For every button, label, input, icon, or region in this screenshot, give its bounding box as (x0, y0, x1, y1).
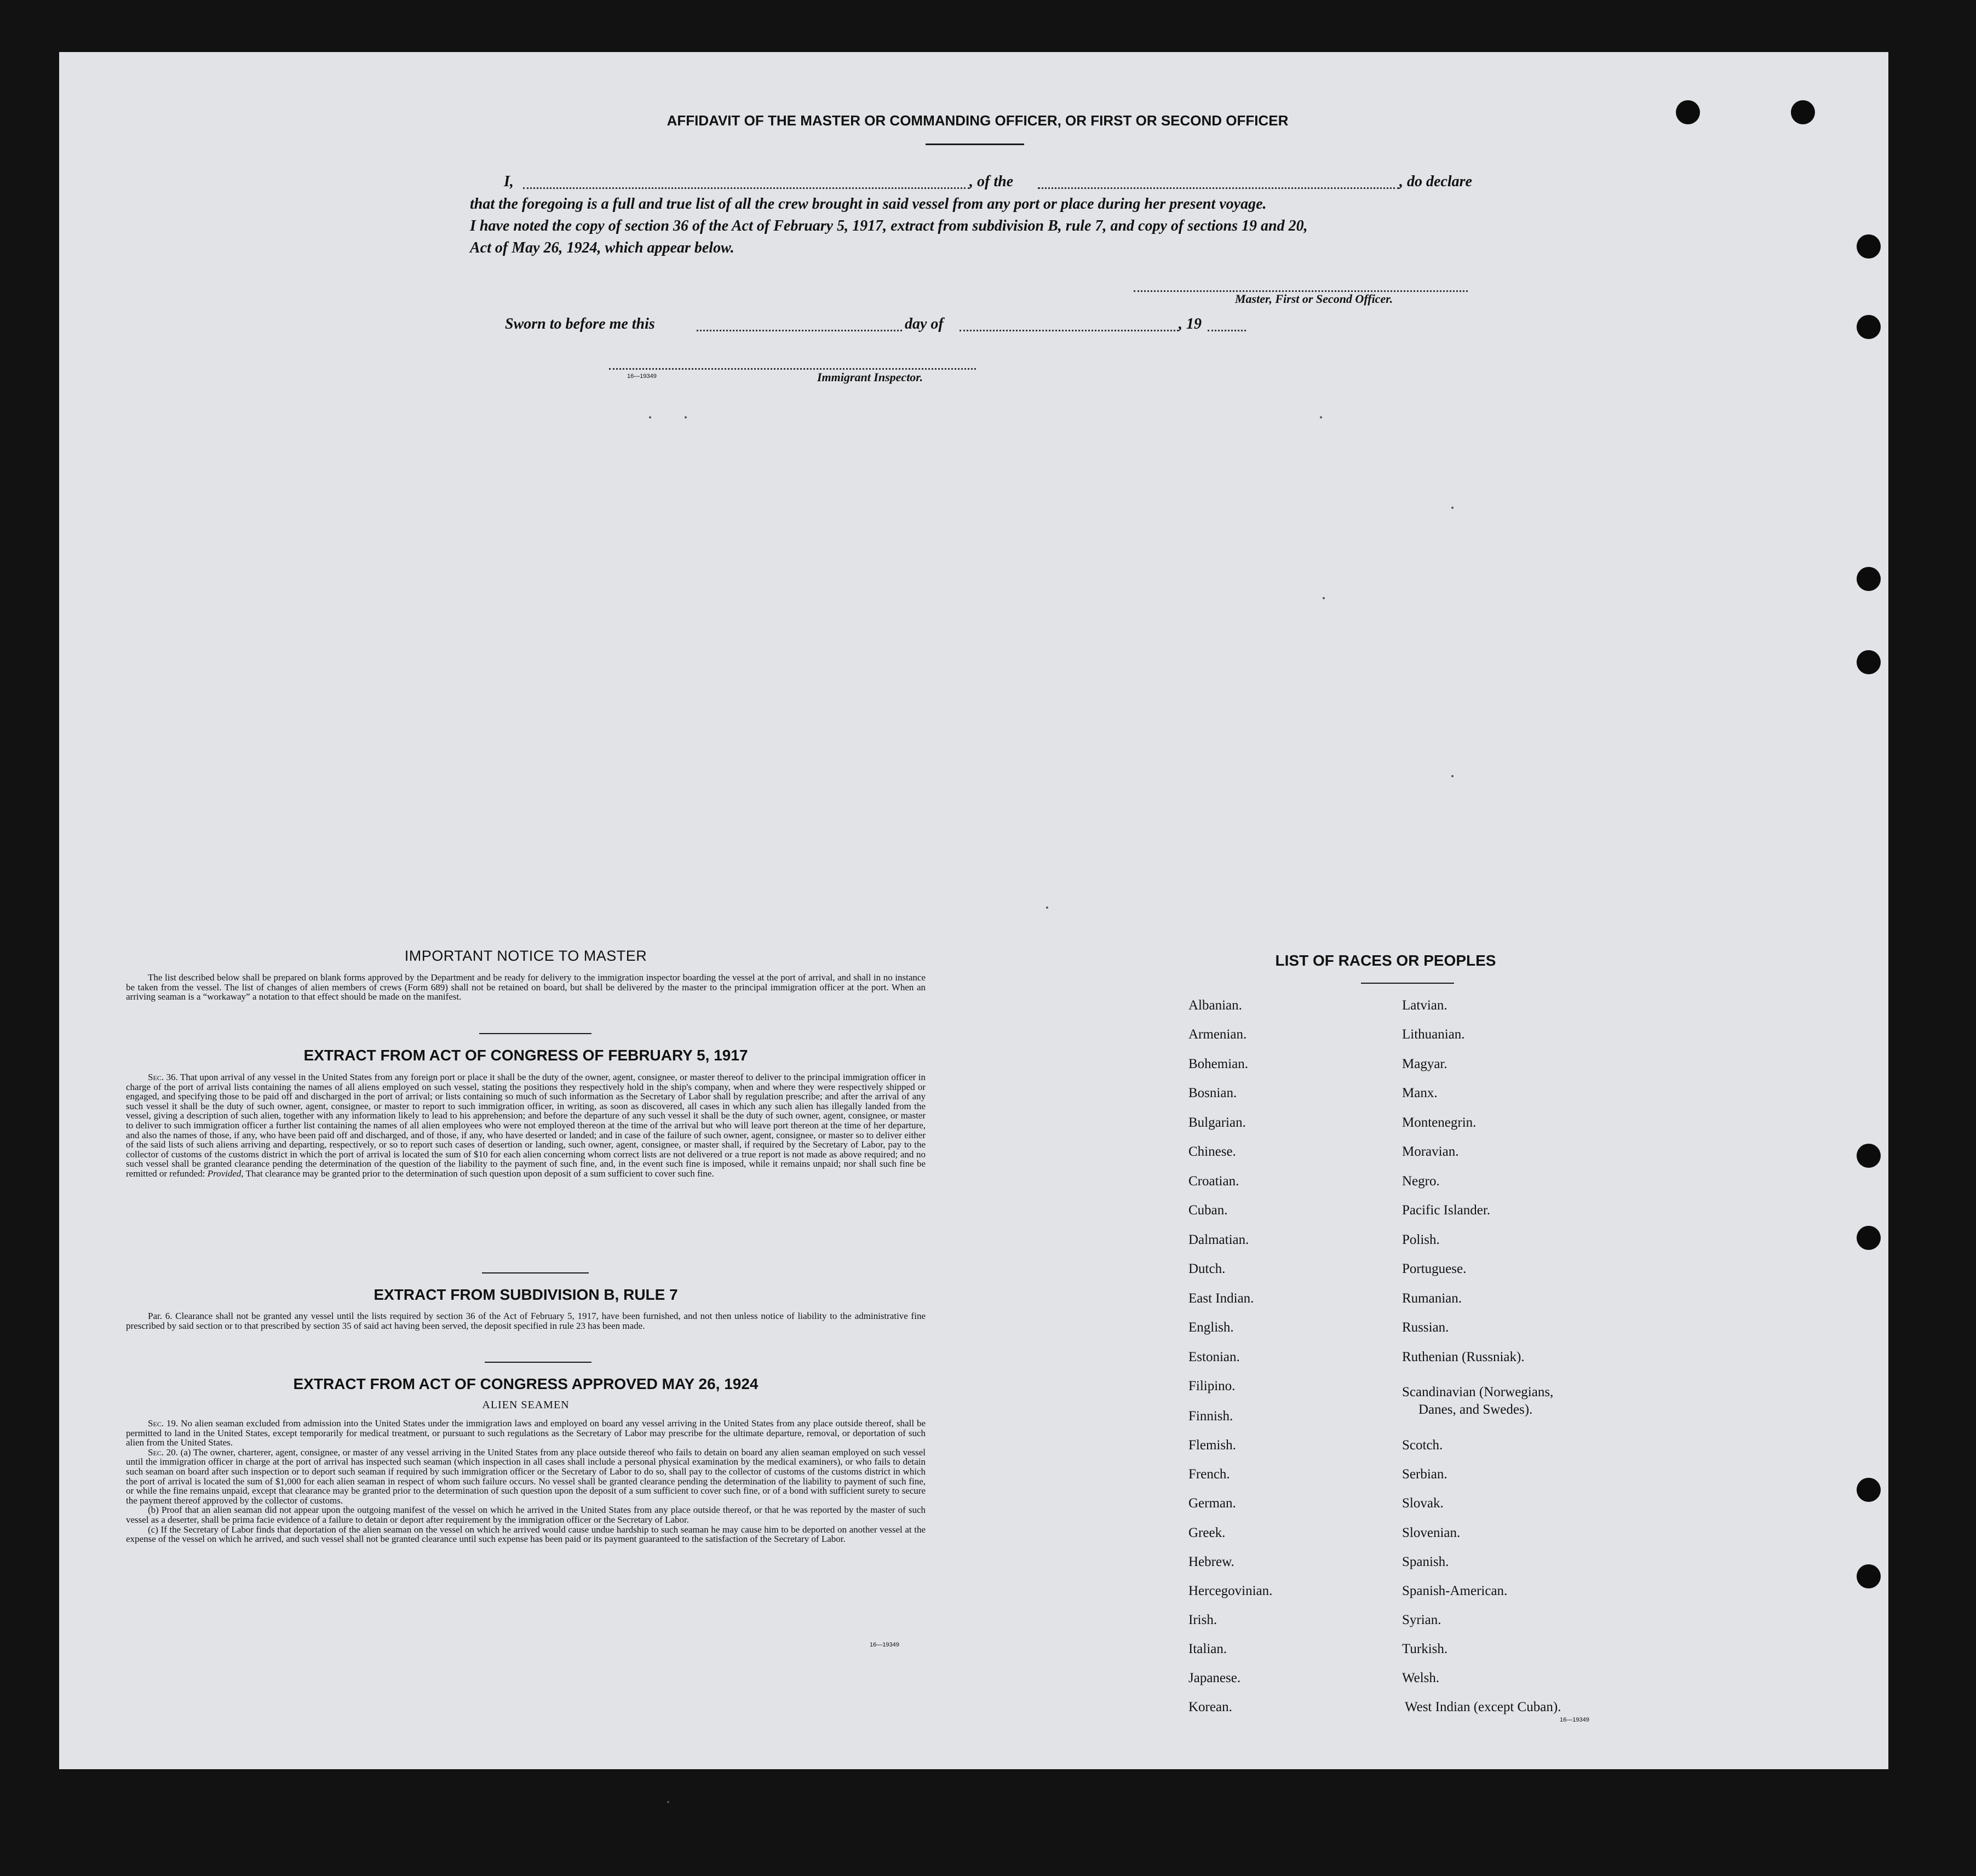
race-item: Portuguese. (1402, 1261, 1467, 1276)
race-item: German. (1188, 1496, 1236, 1511)
speck (1451, 507, 1454, 509)
race-item: Serbian. (1402, 1467, 1447, 1482)
speck (1320, 416, 1322, 418)
master-signature-label: Master, First or Second Officer. (1235, 292, 1393, 306)
inspector-label: Immigrant Inspector. (817, 370, 923, 384)
form-number: 16—19349 (870, 1642, 899, 1648)
sec-20-label: Sec. 20. (148, 1447, 178, 1458)
punch-hole (1857, 650, 1881, 674)
race-item: Moravian. (1402, 1144, 1459, 1159)
extract-1924-body (126, 1419, 926, 1544)
race-item: Slovenian. (1402, 1525, 1461, 1540)
sec-36-text: That upon arrival of any vessel in the United States from any foreign port or place it shall be the duty of the owner, agent, consignee, or master thereof to deliver to the principal immigration officer in charge of the port of arrival lists containing the names of all aliens employed on such vessel, stating the positions they respectively hold in the ship's company, when and where they were respectively shipped or engaged, and specifying those to be paid off and discharged in the port of arrival; or lists containing so much of such information as the Secretary of Labor shall by regulation prescribe; and after the arrival of any such vessel it shall be the duty of such owner, agent, consignee, or master to report to such immigration officer, in writing, as soon as discovered, all cases in which any such alien has illegally landed from the vessel, giving a description of such alien, together with any information likely to lead to his apprehension; and before the departure of any such vessel it shall be the duty of such owner, agent, consignee, or master to deliver to such immigration officer a further list containing the names of all alien employees who were not employed thereon at the time of the arrival but who will leave port thereon at the time of her departure, and also the names of those, if any, who have been paid off and discharged, and of those, if any, who have deserted or landed; and in case of the failure of such owner, agent, consignee, or master so to deliver either of the said lists of such aliens arriving and departing, respectively, or so to report such cases of desertion or landing, such owner, agent, consignee, or master shall, if required by the Secretary of Labor, pay to the collector of customs of the customs district in which the port of arrival is located the sum of $10 for each alien concerning whom correct lists are not delivered or a true report is not made as above required; and no such vessel shall be granted clearance pending the determination of the question of the liability to the payment of such fine, and, in the event such fine is imposed, while it remains unpaid; nor shall such fine be remitted or refunded: (126, 1072, 926, 1179)
race-item: Spanish-American. (1402, 1584, 1508, 1598)
speck (649, 416, 651, 418)
rule7-title: EXTRACT FROM SUBDIVISION B, RULE 7 (374, 1286, 678, 1303)
race-item: Italian. (1188, 1642, 1227, 1656)
name-blank[interactable] (523, 187, 969, 189)
extract-1917-body (126, 1072, 926, 1179)
sec-19-label: Sec. 19. (148, 1418, 179, 1428)
sec-20-b-text: (b) Proof that an alien seaman did not appear upon the outgoing manifest of the vessel on which he arrived in the United States from any place outside thereof, or that he was reported by the master of such vessel as a deserter, shall be prima facie evidence of a failure to detain or deport after requirement by the immigration officer or the Secretary of Labor. (126, 1505, 926, 1525)
form-number: 16—19349 (627, 373, 657, 380)
punch-hole (1857, 1564, 1881, 1588)
race-item: Montenegrin. (1402, 1115, 1477, 1130)
race-item: Croatian. (1188, 1174, 1239, 1189)
race-item: Dutch. (1188, 1261, 1226, 1276)
provided-word: Provided, (207, 1168, 244, 1179)
race-item: Bosnian. (1188, 1086, 1237, 1100)
race-item: Polish. (1402, 1232, 1440, 1247)
sec-20-c-text: (c) If the Secretary of Labor finds that deportation of the alien seaman on the vessel on which he arrived would cause undue hardship to such seaman he may cause him to be deported on another vessel at the expense of the vessel on which he arrived, and such vessel shall not be granted clearance until such expense has been paid or its payment guaranteed to the satisfaction of the Secretary of Labor. (126, 1524, 926, 1545)
divider (485, 1362, 591, 1363)
sworn-year-prefix: , 19 (1179, 315, 1202, 332)
rule7-text: Par. 6. Clearance shall not be granted any vessel until the lists required by section 36 of the Act of February 5, 1917, have been furnished, and not then unless notice of liability to the administrative fine prescribed by said section or to that prescribed by section 35 of said act having been served, the deposit specified in rule 23 has been made. (126, 1311, 926, 1331)
notice-body (126, 973, 926, 1002)
divider (479, 1033, 591, 1034)
sworn-year-blank[interactable] (1208, 330, 1246, 331)
sec-20-a-text: (a) The owner, charterer, agent, consignee, or master of any vessel arriving in the United States from any place outside thereof who fails to detain on board any alien seaman employed on such vessel until the immigration officer in charge at the port of arrival has inspected such seaman (which inspection in all cases shall include a personal physical examination by the medical examiners), or who fails to detain such seaman on board after such inspection or to deport such seaman if required by such immigration officer or the Secretary of Labor to do so, shall pay to the collector of customs of the customs district in which the port of arrival is located the sum of $1,000 for each alien seaman in respect of whom such failure occurs. No vessel shall be granted clearance pending the determination of the liability to payment of such fine, or while the fine remains unpaid, except that clearance may be granted prior to the determination of such question upon the deposit of a sum sufficient to cover such fine, or of a bond with sufficient surety to secure the payment thereof approved by the collector of customs. (126, 1447, 926, 1506)
race-item: Flemish. (1188, 1438, 1236, 1453)
affidavit-title: AFFIDAVIT OF THE MASTER OR COMMANDING OFFICER, OR FIRST OR SECOND OFFICER (667, 112, 1289, 129)
affidavit-of-the: , of the (969, 173, 1014, 190)
affidavit-line-3: I have noted the copy of section 36 of the Act of February 5, 1917, extract from subdivision B, rule 7, and copy of sections 19 and 20, (470, 217, 1308, 234)
alien-seamen-subtitle: ALIEN SEAMEN (482, 1399, 570, 1411)
sec-36-label: Sec. 36. (148, 1072, 178, 1082)
sec-19-text: No alien seaman excluded from admission into the United States under the immigration laws and employed on board any vessel arriving in the United States from any place outside thereof, shall be permitted to land in the United States, except temporarily for medical treatment, or pursuant to such regulations as the Secretary of Labor may prescribe for the ultimate departure, removal, or deportation of such alien from the United States. (126, 1418, 926, 1448)
race-item: Greek. (1188, 1525, 1226, 1540)
notice-text: The list described below shall be prepared on blank forms approved by the Department and be ready for delivery to the immigration inspector boarding the vessel at the port of arrival, and shall in no instance be taken from the vessel. The list of changes of alien members of crews (Form 689) shall not be retained on board, but shall be delivered by the master to the principal immigration officer at the port. When an arriving seaman is a “workaway” a notation to that effect should be made on the manifest. (126, 972, 926, 1002)
punch-hole (1857, 1478, 1881, 1502)
extract-1917-title: EXTRACT FROM ACT OF CONGRESS OF FEBRUARY 5, 1917 (303, 1047, 748, 1064)
affidavit-do-declare: , do declare (1399, 173, 1472, 190)
race-item: French. (1188, 1467, 1230, 1482)
race-item: Syrian. (1402, 1613, 1441, 1627)
race-item: Finnish. (1188, 1409, 1233, 1424)
race-item: Hercegovinian. (1188, 1584, 1273, 1598)
divider (926, 144, 1024, 145)
race-item: Dalmatian. (1188, 1232, 1249, 1247)
race-item: Albanian. (1188, 998, 1242, 1013)
sworn-day-blank[interactable] (697, 330, 902, 331)
race-item: Negro. (1402, 1174, 1440, 1189)
race-item: Bohemian. (1188, 1057, 1249, 1071)
race-item: Pacific Islander. (1402, 1203, 1491, 1218)
race-item: Irish. (1188, 1613, 1217, 1627)
notice-title: IMPORTANT NOTICE TO MASTER (404, 948, 647, 964)
speck (1451, 775, 1454, 777)
sec-36-end: That clearance may be granted prior to the determination of such question upon deposit of a sum sufficient to cover such fine. (245, 1168, 714, 1179)
race-item: Danes, and Swedes). (1418, 1402, 1533, 1417)
race-item: Rumanian. (1402, 1291, 1462, 1306)
race-item: Estonian. (1188, 1350, 1240, 1364)
race-item: English. (1188, 1320, 1234, 1335)
punch-hole (1857, 234, 1881, 259)
race-item: Cuban. (1188, 1203, 1228, 1218)
vessel-blank[interactable] (1038, 187, 1399, 189)
form-number: 16—19349 (1560, 1717, 1589, 1723)
punch-hole (1857, 567, 1881, 591)
inspector-signature-line[interactable] (609, 368, 976, 370)
races-title: LIST OF RACES OR PEOPLES (1275, 952, 1496, 969)
race-item: Filipino. (1188, 1379, 1236, 1393)
race-item: Lithuanian. (1402, 1027, 1465, 1042)
divider (1361, 983, 1454, 984)
race-item: Slovak. (1402, 1496, 1444, 1511)
affidavit-line-4: Act of May 26, 1924, which appear below. (470, 239, 734, 256)
speck (1323, 597, 1325, 599)
punch-hole (1857, 315, 1881, 339)
race-item: West Indian (except Cuban). (1405, 1700, 1561, 1714)
punch-hole (1857, 1144, 1881, 1168)
race-item: Russian. (1402, 1320, 1449, 1335)
punch-hole (1791, 100, 1815, 124)
race-item: Manx. (1402, 1086, 1438, 1100)
race-item: Welsh. (1402, 1671, 1440, 1685)
speck (1046, 907, 1048, 909)
extract-1924-title: EXTRACT FROM ACT OF CONGRESS APPROVED MAY 26, 1924 (293, 1375, 759, 1392)
race-item: Ruthenian (Russniak). (1402, 1350, 1525, 1364)
race-item: Chinese. (1188, 1144, 1236, 1159)
race-item: Hebrew. (1188, 1554, 1234, 1569)
divider (482, 1272, 589, 1273)
race-item: Scotch. (1402, 1438, 1443, 1453)
speck (685, 416, 687, 418)
sworn-month-blank[interactable] (960, 330, 1179, 331)
punch-hole (1676, 100, 1700, 124)
affidavit-i: I, (504, 173, 514, 190)
race-item: Bulgarian. (1188, 1115, 1246, 1130)
race-item: Armenian. (1188, 1027, 1247, 1042)
race-item: Korean. (1188, 1700, 1232, 1714)
rule7-body (126, 1311, 926, 1330)
sworn-prefix: Sworn to before me this (505, 315, 655, 332)
race-item: Scandinavian (Norwegians, (1402, 1385, 1554, 1399)
race-item: Japanese. (1188, 1671, 1241, 1685)
race-item: Latvian. (1402, 998, 1447, 1013)
affidavit-line-2: that the foregoing is a full and true list of all the crew brought in said vessel from any port or place during her present voyage. (470, 196, 1267, 213)
race-item: Magyar. (1402, 1057, 1447, 1071)
race-item: East Indian. (1188, 1291, 1254, 1306)
speck (667, 1801, 669, 1803)
race-item: Turkish. (1402, 1642, 1448, 1656)
race-item: Spanish. (1402, 1554, 1449, 1569)
sworn-day-of: day of (905, 315, 944, 332)
punch-hole (1857, 1226, 1881, 1250)
